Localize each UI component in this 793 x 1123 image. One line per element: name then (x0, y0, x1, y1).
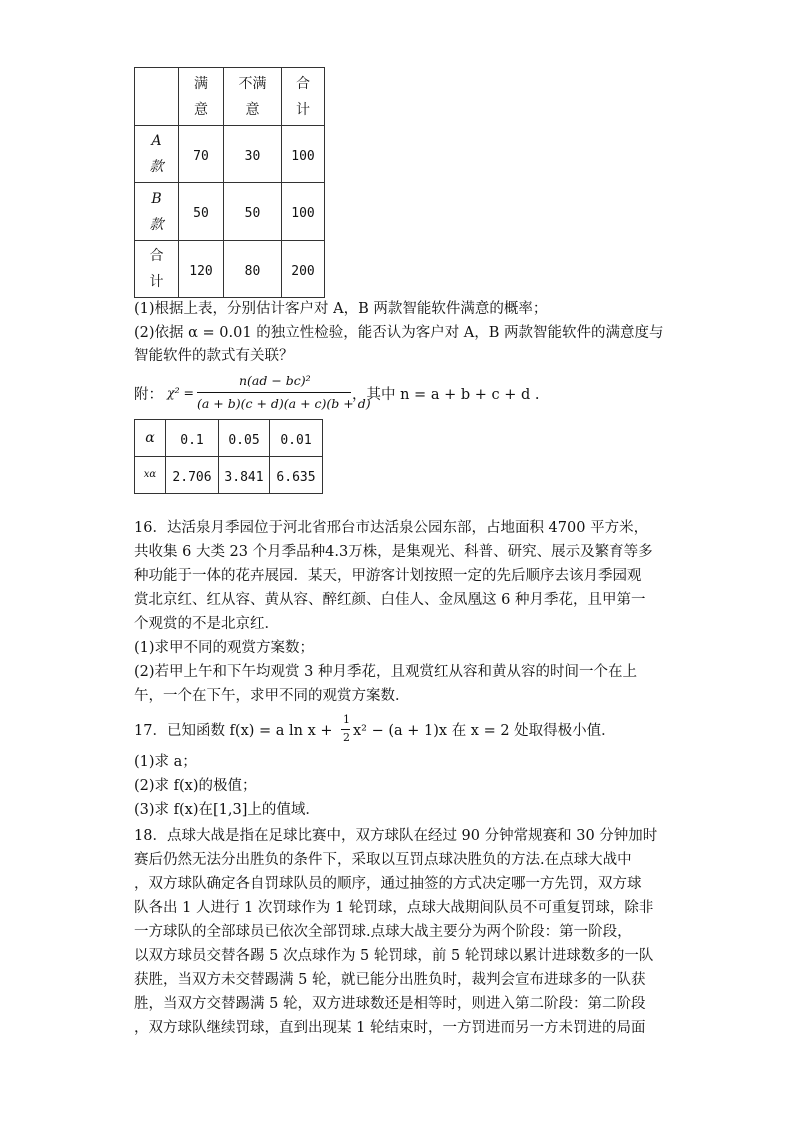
q17-frac-den: 2 (343, 731, 350, 744)
q16-line: 16．达活泉月季园位于河北省邢台市达活泉公园东部，占地面积 4700 平方米， (134, 520, 649, 536)
table-cell: 100 (282, 126, 325, 183)
q17-part1: (1)求 a； (134, 754, 197, 770)
table-cell: 6.635 (270, 457, 323, 494)
q18-line: 队各出 1 人进行 1 次罚球作为 1 轮罚球，点球大战期间队员不可重复罚球，除非 (134, 900, 654, 916)
row-label-cell: A 款 (135, 126, 179, 183)
q17-fraction-bar (341, 729, 350, 730)
row-label-cell: xα (135, 457, 166, 494)
table-cell: 0.05 (219, 420, 270, 457)
table-cell: 120 (179, 241, 224, 298)
formula-denominator: (a + b)(c + d)(a + c)(b + d) (197, 396, 371, 411)
critical-value-table (134, 419, 323, 494)
q17-part2: (2)求 f(x)的极值； (134, 778, 257, 794)
table-header-cell: 不满 意 (224, 68, 282, 126)
appendix-label: 附： (134, 387, 163, 403)
q18-line: 一方球队的全部球员已依次全部罚球.点球大战主要分为两个阶段：第一阶段， (134, 924, 632, 940)
q15-part1: (1)根据上表，分别估计客户对 A，B 两款智能软件满意的概率； (134, 301, 548, 317)
table-header-cell: 合 计 (282, 68, 325, 126)
table-cell: 30 (224, 126, 282, 183)
q18-line: 以双方球员交替各踢 5 次点球作为 5 轮罚球，前 5 轮罚球以累计进球数多的一队 (134, 948, 654, 964)
table-cell: 80 (224, 241, 282, 298)
table-corner-cell (135, 68, 179, 126)
table-header-row (135, 68, 325, 126)
table-row (135, 457, 323, 494)
q18-line: ，双方球队继续罚球，直到出现某 1 轮结束时，一方罚进而另一方未罚进的局面 (134, 1020, 646, 1036)
q16-line: 共收集 6 大类 23 个月季品种4.3万株，是集观光、科普、研究、展示及繁育等多 (134, 544, 653, 560)
table-row (135, 420, 323, 457)
q18-line: ，双方球队确定各自罚球队员的顺序，通过抽签的方式决定哪一方先罚，双方球 (134, 876, 642, 892)
q17-part3: (3)求 f(x)在[1,3]上的值域． (134, 802, 320, 818)
q16-line: 种功能于一体的花卉展园．某天，甲游客计划按照一定的先后顺序去该月季园观 (134, 568, 642, 584)
q17-frac-num: 1 (343, 713, 350, 726)
satisfaction-table (134, 67, 325, 298)
q16-line: 个观赏的不是北京红． (134, 616, 279, 632)
row-label-cell: 合 计 (135, 241, 179, 298)
q18-line: 胜，当双方交替踢满 5 轮，双方进球数还是相等时，则进入第二阶段：第二阶段 (134, 996, 646, 1012)
formula-note: ，其中 n = a + b + c + d . (352, 387, 540, 403)
q16-part1: (1)求甲不同的观赏方案数； (134, 640, 315, 656)
fraction-bar (197, 392, 351, 393)
table-cell: 200 (282, 241, 325, 298)
table-cell: 0.1 (166, 420, 219, 457)
q17-stem-suffix: x² − (a + 1)x 在 x = 2 处取得极小值． (353, 723, 616, 739)
q18-line: 18．点球大战是指在足球比赛中，双方球队在经过 90 分钟常规赛和 30 分钟加时 (134, 828, 658, 844)
q16-part2-cont: 午，一个在下午，求甲不同的观赏方案数． (134, 688, 410, 704)
q16-line: 赏北京红、红从容、黄从容、醉红颜、白佳人、金凤凰这 6 种月季花，且甲第一 (134, 592, 646, 608)
table-cell: 50 (224, 183, 282, 241)
q18-line: 赛后仍然无法分出胜负的条件下，采取以互罚点球决胜负的方法.在点球大战中 (134, 852, 632, 868)
table-row (135, 183, 325, 241)
formula-numerator: n(ad − bc)² (239, 373, 311, 388)
table-cell: 50 (179, 183, 224, 241)
q17-stem-prefix: 17．已知函数 f(x) = a ln x + (134, 723, 333, 739)
q18-line: 获胜，当双方未交替踢满 5 轮，就已能分出胜负时，裁判会宣布进球多的一队获 (134, 972, 646, 988)
table-row (135, 126, 325, 183)
q16-part2: (2)若甲上午和下午均观赏 3 种月季花，且观赏红从容和黄从容的时间一个在上 (134, 664, 637, 680)
table-header-cell: 满 意 (179, 68, 224, 126)
table-cell: 70 (179, 126, 224, 183)
chi-square-lhs: χ² = (167, 385, 195, 400)
table-cell: 0.01 (270, 420, 323, 457)
table-cell: 3.841 (219, 457, 270, 494)
table-cell: 100 (282, 183, 325, 241)
q15-part2-line2: 智能软件的款式有关联？ (134, 348, 294, 364)
table-row (135, 241, 325, 298)
q15-part2-line1: (2)依据 α = 0.01 的独立性检验，能否认为客户对 A，B 两款智能软件的满意度与 (134, 325, 664, 341)
row-label-cell: α (135, 420, 166, 457)
table-cell: 2.706 (166, 457, 219, 494)
row-label-cell: B 款 (135, 183, 179, 241)
